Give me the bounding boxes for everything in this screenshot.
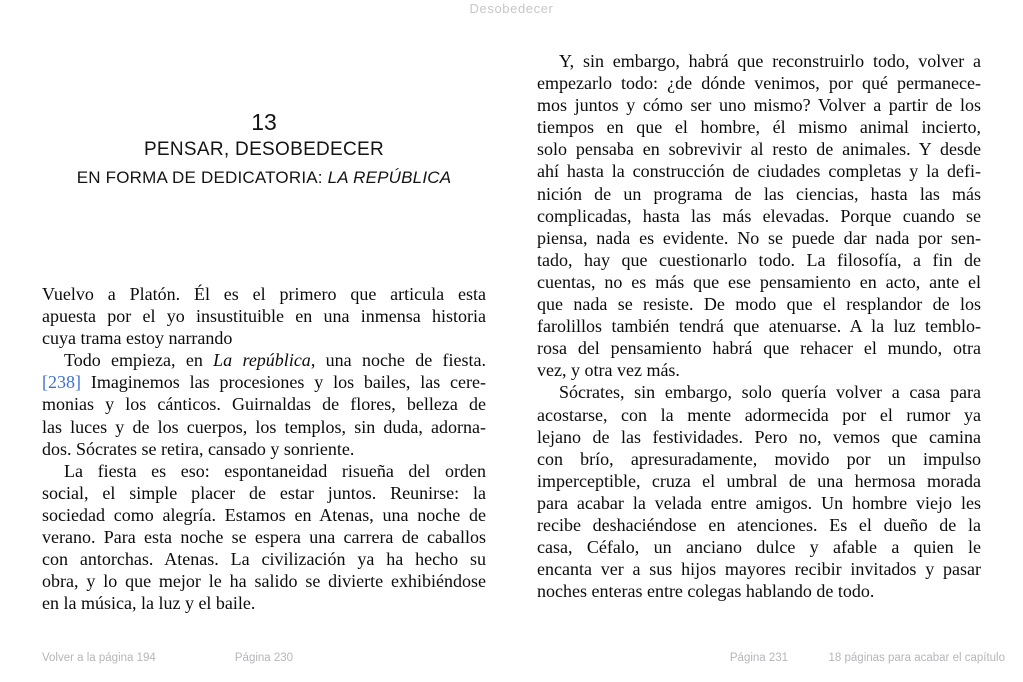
- text-line: empezarlo todo: ¿de dónde venimos, por qué permanece-: [537, 73, 981, 94]
- text-line: recibe deshaciéndose en atenciones. Es el dueño de la: [537, 514, 981, 535]
- work-title-italic: La república: [213, 350, 311, 371]
- text-line: solo pensaba en sobrevivir al resto de animales. Y desde: [537, 139, 981, 160]
- text-line: Y, sin embargo, habrá que reconstruirlo todo, volver a: [559, 51, 981, 71]
- text-line: nición de un programa de las ciencias, hasta las más: [537, 183, 981, 204]
- pages-remaining-status: 18 páginas para acabar el capítulo: [828, 652, 1005, 664]
- text-line: verano. Para esta noche se espera una carrera de caballos: [42, 527, 486, 548]
- back-to-page-link[interactable]: Volver a la página 194: [42, 652, 156, 664]
- chapter-number: 13: [251, 109, 277, 135]
- text-line: apuesta por el yo insustituible en una inmensa historia: [42, 306, 486, 327]
- text-line: encanta ver a sus hijos mayores recibir invitados y pasar: [537, 559, 981, 580]
- text-line: con antorchas. Atenas. La civilización ya ha hecho su: [42, 549, 486, 570]
- text-line: noches enteras entre colegas hablando de todo.: [537, 581, 875, 602]
- page-number-left: Página 230: [234, 652, 294, 664]
- left-page-text: [42, 283, 486, 614]
- text-line: que nada se resiste. De modo que el resplandor de los: [537, 294, 981, 315]
- text-line: La fiesta es eso: espontaneidad risueña del orden: [64, 460, 486, 481]
- text-line: complicadas, hasta las más elevadas. Porque cuando se: [537, 205, 981, 226]
- text-line: dos. Sócrates se retira, cansado y sonriente.: [42, 438, 355, 459]
- text-line: para acabar la velada entre amigos. Un hombre viejo les: [537, 492, 981, 513]
- text-line: tiempos en que el hombre, él mismo animal incierto,: [537, 117, 981, 138]
- text-line: monias y los cánticos. Guirnaldas de flores, belleza de: [42, 394, 486, 415]
- chapter-heading: [42, 109, 486, 191]
- text-line: imperceptible, cruza el umbral de una hermosa morada: [537, 470, 981, 491]
- book-title-header: Desobedecer: [469, 1, 554, 16]
- text-line: las luces y de los cuerpos, los templos, sin duda, adorna-: [42, 416, 486, 437]
- text-segment: Imaginemos las procesiones y los bailes, las cere-: [81, 372, 486, 393]
- text-line: sociedad como alegría. Estamos en Atenas, una noche de: [42, 504, 486, 525]
- text-line: ahí hasta la construcción de ciudades completas y la defi-: [537, 161, 981, 182]
- chapter-subtitle-work-title: LA REPÚBLICA: [327, 168, 452, 187]
- text-line: piensa, nada es evidente. No se puede dar nada por sen-: [537, 227, 981, 248]
- text-line: Vuelvo a Platón. Él es el primero que articula esta: [42, 284, 486, 304]
- text-line: rosa del pensamiento habrá que rehacer el mundo, otra: [537, 338, 981, 359]
- text-line: social, el simple placer de estar juntos. Reunirse: la: [42, 482, 486, 503]
- text-line: lejano de las festividades. Pero no, vemos que camina: [537, 426, 981, 447]
- text-line: tado, hay que cuestionarlo todo. La filosofía, a fin de: [537, 249, 981, 270]
- right-page-text: [537, 50, 981, 602]
- chapter-title: PENSAR, DESOBEDECER: [143, 139, 385, 160]
- text-line: en la música, la luz y el baile.: [42, 593, 256, 614]
- text-segment: Todo empieza, en: [64, 350, 214, 371]
- text-line: mos juntos y cómo ser uno mismo? Volver a partir de los: [537, 95, 981, 116]
- text-line: [42, 371, 486, 393]
- text-line: farolillos también tendrá que atenuarse. A la luz temblo-: [537, 316, 981, 337]
- chapter-subtitle: [42, 165, 486, 191]
- text-line: casa, Céfalo, un anciano dulce y afable a quien le: [537, 537, 981, 558]
- text-segment: , una noche de fiesta.: [310, 350, 487, 371]
- text-line: cuentas, no es más que ese pensamiento en acto, ante el: [537, 271, 981, 292]
- text-line: cuya trama estoy narrando: [42, 328, 233, 349]
- footnote-link[interactable]: [238]: [42, 372, 81, 393]
- text-line: [42, 349, 486, 371]
- chapter-subtitle-prefix: EN FORMA DE DEDICATORIA:: [76, 168, 328, 187]
- text-line: Sócrates, sin embargo, solo quería volver a casa para: [559, 382, 981, 403]
- text-line: vez, y otra vez más.: [537, 360, 680, 381]
- text-line: con brío, apresuradamente, movido por un impulso: [537, 448, 981, 469]
- text-line: obra, y lo que mejor le ha salido se divierte exhibiéndose: [42, 571, 486, 592]
- text-line: acostarse, con la mente adormecida por el rumor ya: [537, 404, 981, 425]
- page-number-right: Página 231: [729, 652, 789, 664]
